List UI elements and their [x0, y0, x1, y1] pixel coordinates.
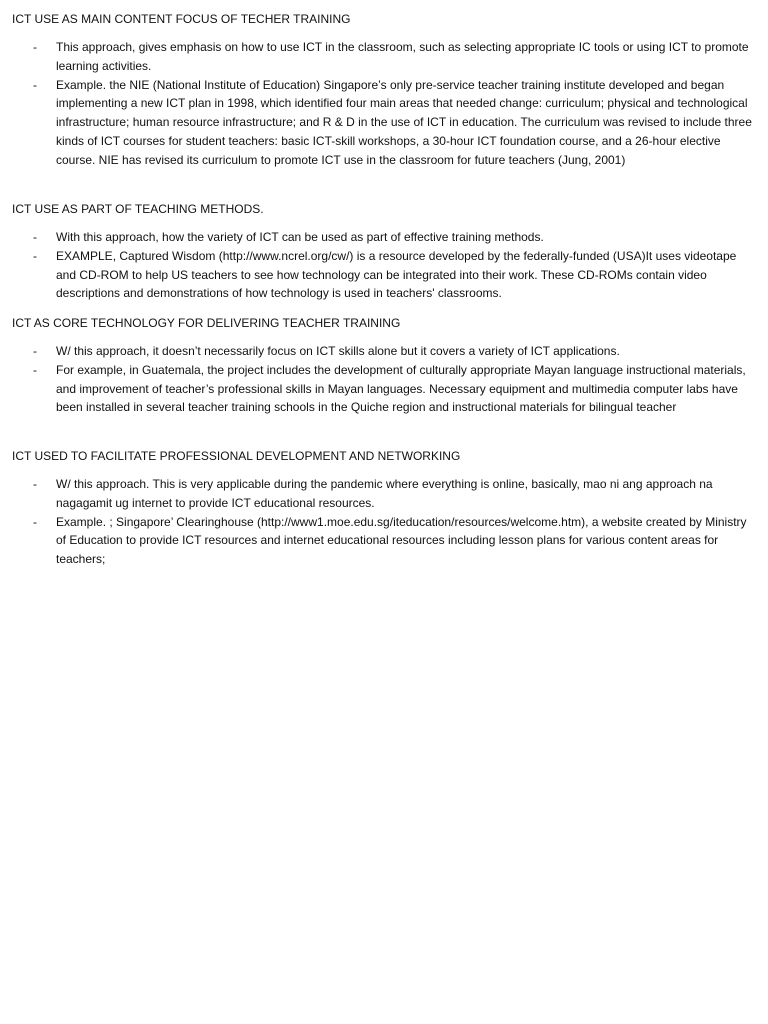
- section-ict-teaching-methods: [12, 200, 758, 303]
- bullet-marker: -: [33, 248, 37, 263]
- bullet-marker: -: [33, 230, 37, 244]
- bullet-list: [12, 38, 758, 170]
- bullet-text: With this approach, how the variety of ICT can be used as part of effective training methods.: [56, 230, 544, 244]
- bullet-item: [12, 228, 758, 247]
- bullet-list: [12, 228, 758, 303]
- bullet-marker: -: [33, 344, 37, 358]
- section-heading: ICT USE AS MAIN CONTENT FOCUS OF TECHER TRAINING: [12, 12, 351, 26]
- section-ict-core-technology: [12, 314, 758, 417]
- bullet-item: [12, 38, 758, 76]
- section-ict-main-content-focus: [12, 10, 758, 170]
- bullet-item: [12, 247, 758, 303]
- section-heading: ICT AS CORE TECHNOLOGY FOR DELIVERING TEACHER TRAINING: [12, 316, 401, 330]
- bullet-text: This approach, gives emphasis on how to use ICT in the classroom, such as selecting appropriate IC tools or using ICT to promote learning activities.: [56, 40, 749, 73]
- bullet-marker: -: [33, 77, 37, 92]
- section-ict-professional-development: [12, 447, 758, 569]
- bullet-list: [12, 475, 758, 569]
- bullet-marker: -: [33, 362, 37, 377]
- bullet-text: For example, in Guatemala, the project includes the development of culturally appropriate Mayan language instructional materials, and improvement of teacher’s professional skills in Mayan languages. Necessary equipment and multimedia computer labs have been installed in several teacher training schools in the Quiche region and instructional materials for bilingual teacher: [56, 362, 746, 415]
- bullet-item: [12, 475, 758, 513]
- bullet-text: Example. ; Singapore’ Clearinghouse (http://www1.moe.edu.sg/iteducation/resources/welcome.htm), a website created by Ministry of Education to provide ICT resources and internet educational resources including lesson plans for various content areas for teachers;: [56, 514, 747, 567]
- bullet-marker: -: [33, 514, 37, 529]
- bullet-text: W/ this approach, it doesn’t necessarily focus on ICT skills alone but it covers a variety of ICT applications.: [56, 344, 620, 358]
- bullet-item: [12, 76, 758, 170]
- bullet-list: [12, 342, 758, 417]
- section-heading: ICT USED TO FACILITATE PROFESSIONAL DEVELOPMENT AND NETWORKING: [12, 449, 461, 463]
- bullet-marker: -: [33, 477, 37, 491]
- bullet-item: [12, 361, 758, 417]
- bullet-item: [12, 342, 758, 361]
- section-heading: ICT USE AS PART OF TEACHING METHODS.: [12, 202, 264, 216]
- bullet-text: Example. the NIE (National Institute of Education) Singapore’s only pre-service teacher training institute developed and began implementing a new ICT plan in 1998, which identified four main areas that needed change: curriculum; physical and technological infrastructure; human resource infrastructure; and R & D in the use of ICT in education. The curriculum was revised to include three kinds of ICT courses for student teachers: basic ICT-skill workshops, a 30-hour ICT foundation course, and a 26-hour elective course. NIE has revised its curriculum to promote ICT use in the classroom for future teachers (Jung, 2001): [56, 77, 752, 167]
- bullet-text: EXAMPLE, Captured Wisdom (http://www.ncrel.org/cw/) is a resource developed by the federally-funded (USA)It uses videotape and CD-ROM to help US teachers to see how technology can be integrated into their work. These CD-ROMs contain video descriptions and demonstrations of how technology is used in teachers' classrooms.: [56, 248, 737, 301]
- bullet-marker: -: [33, 40, 37, 54]
- bullet-item: [12, 513, 758, 569]
- bullet-text: W/ this approach. This is very applicable during the pandemic where everything is online, basically, mao ni ang approach na nagagamit ug internet to provide ICT educational resources.: [56, 477, 713, 510]
